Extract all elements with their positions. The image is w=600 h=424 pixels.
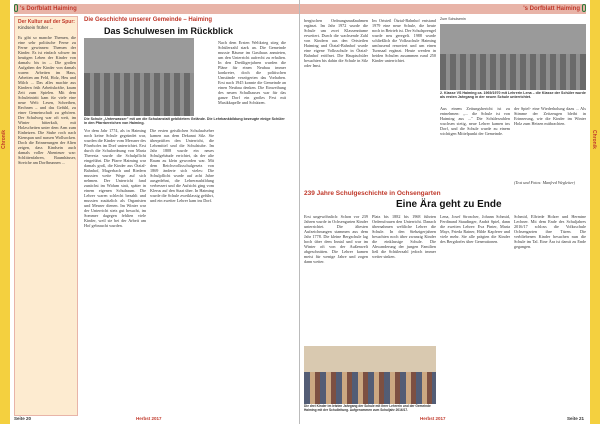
- ochsengarten-column-1: Erst ungewöhnlich: Schon vor 239 Jahren wurde in Ochsengarten Kinder unterrichtet. Die ältesten Aufzeichnungen stammen aus dem Jahr 1778. Die kleine Bergschule lag hoch über dem Inntal und war im Winter oft von der Außenwelt abgeschnitten. Die Lehrer kamen meist für wenige Jahre und zogen dann weiter.: [304, 214, 368, 264]
- right-column-1: bergischen Ordnungsmaßnahmen ergänzt. Im Jahr 1972 wurde die Schule um zwei Klassenräume erweitert. Durch die wachsende Zahl von Kindern aus den Ortsteilen Haiming und Ötztal-Bahnhof wurde eine eigene Volksschule in Ötztal-Bahnhof eröffnet. Die Hauptschüler besuchten bis dahin die Schule in Silz oder Imst.: [304, 18, 368, 68]
- sidebar-text: Es gibt so manche Themen, die eine sehr politische Ferne zu Ferne gewinnen: Themen der Kinder. Es ist einfach schwer im heutigen Leben der Kinder von damals: bis in ... Die großen Aufgaben der Kinder von damals waren: Arbeiten im Haus, Arbeiten am Feld, Holz, Heu und Milch ... Das alles machte aus Kindern früh Arbeitskräfte, kaum Zeit zum Spielen. Mit dem Schuleintritt kam für viele eine neue Welt: Lesen, Schreiben, Rechnen – und das Gefühl, zu einer Gemeinschaft zu gehören. Der Schulweg war oft weit, im Winter bitterkalt, mit Holzscheiten unter dem Arm zum Einheizen. Die Stube roch nach Kienspan und nassen Wollsocken. Doch die Erinnerungen der Alten zeigen, dass Kindsein auch damals voller Abenteuer war: Schlittenfahren, Baumhäuser, Streiche am Dorfbrunnen ...: [18, 35, 76, 165]
- side-tab-left: [0, 0, 10, 424]
- class-photo-caption: 2. Klasse VS Haiming ca. 1969/1970 mit Lehrerin Lena – die Klasse der Schüler wurde als ersten Jahrgang in der neuen Schule unterrichtet.: [440, 91, 586, 100]
- side-tab-right: [590, 0, 600, 424]
- header-title: 's Dorfblatt Haiming: [20, 6, 77, 12]
- side-tab-label-right: Chronik: [591, 130, 597, 149]
- article-column-1: Vor dem Jahr 1774, als in Haiming noch keine Schule gegründet war, wurden die Kinder vom Messner des Pfarrhofes im Dorf unterrichtet. Erst durch die Schulordnung von Maria Theresia wurde die Schulpflicht eingeführt. Die Pfarre Haiming war damals groß, die Kinder aus Ötztal-Bahnhof, Magerbach und Riedern mussten weite Wege auf sich nehmen. Der Unterricht fand zunächst im Widum statt, später in einem eigenen Schulraum. Die Lehrer waren schlecht bezahlt und mussten zusätzlich als Organisten und Mesner dienen. Im Winter war der Unterricht stets gut besucht, im Sommer dagegen fehlten viele Kinder, weil sie bei der Arbeit am Hof gebraucht wurden.: [84, 128, 146, 228]
- photo-label: Zum Schulsenin: [440, 17, 466, 21]
- sidebar-kicker: Der Kultur auf der Spur:: [18, 19, 75, 25]
- right-column-3: Aus einem Zeitungsbericht ist zu entnehmen: „... die Schule ist von Haiming aus ..." Die Schülerzahlen wuchsen stetig, neue Lehrer kamen ins Dorf, und die Schule wurde zu einem wichtigen Mittelpunkt der Gemeinde.: [440, 106, 510, 136]
- ochsengarten-column-3: Lena, Josef Stroscher, Johann Schmid, Ferdinand Staudinger, Andrä Spiel, dann die zweiten Lehrer: Eva Pinter, Maria Mayr, Frieda Rainer, Hilde Kapferer und viele mehr. Sie alle prägten die Kinder des Bergdorfes über Generationen.: [440, 214, 510, 244]
- ochsengarten-column-4: Schmid, Elfriede Holzer und Hermine Lechner. Mit dem Ende des Schuljahres 2016/17 schloss die Volksschule Ochsengarten ihre Türen. Die verbliebenen Kinder besuchen nun die Schule im Tal. Eine Ära ist damit zu Ende gegangen.: [514, 214, 586, 249]
- sidebar-title: Kindsein früher ...: [18, 25, 54, 30]
- right-page: [300, 0, 600, 424]
- article-headline: Das Schulwesen im Rückblick: [104, 26, 234, 36]
- ochsengarten-class-photo: [304, 346, 436, 404]
- right-column-4: der Spiel- eine Wiederholung dazu ... Als Stimme der Zeitzeugen bleibt in Erinnerung, wie die Kinder im Winter Holz zum Heizen mitbrachten.: [514, 106, 586, 126]
- right-column-2: Im Ortsteil Ötztal-Bahnhof entstand 1979 eine neue Schule, die heute noch in Betrieb ist. Der Schulsprengel wurde neu geregelt. 1988 wurde schließlich die Volksschule Haiming umfassend renoviert und um einen Turnsaal ergänzt. Heute werden in beiden Schulen zusammen rund 250 Kinder unterrichtet.: [372, 18, 436, 63]
- class-photo-bw: [440, 24, 586, 90]
- sidebar-box: [14, 16, 78, 416]
- article-column-2: Die ersten geistlichen Schulaufseher kamen aus dem Dekanat Silz. Sie überprüften den Unterricht, die Lehrmittel und die Schulstube. Im Jahr 1808 wurde ein neues Schulgebäude errichtet, da der alte Raum zu klein geworden war. Mit dem Reichsvolksschulgesetz von 1869 änderte sich vieles: Die Schulpflicht wurde auf acht Jahre ausgedehnt, die Lehrerausbildung verbessert und die Aufsicht ging vom Klerus auf den Staat über. In Haiming wurde die Schule zweiklassig geführt, und ein zweiter Lehrer kam ins Dorf.: [150, 128, 214, 203]
- page-number-left: Seite 20: [14, 416, 32, 421]
- dorfblatt-logo-icon: [14, 4, 18, 12]
- issue-label-left: Herbst 2017: [136, 416, 162, 421]
- article-kicker: Die Geschichte unserer Gemeinde – Haiming: [84, 17, 213, 23]
- section-kicker: 239 Jahre Schulgeschichte in Ochsengarten: [304, 190, 441, 197]
- issue-label-right: Herbst 2017: [420, 416, 446, 421]
- header-title-right: 's Dorfblatt Haiming: [523, 6, 580, 12]
- section-headline: Eine Ära geht zu Ende: [396, 199, 502, 210]
- page-number-right: Seite 21: [566, 416, 584, 421]
- photo-caption: Die Schule „Unterwasser" mit um die Schulanstalt gebildetem Gelände. Die Lehrbankbildung bezeugte einige Schüler in den Pfarrbereichen von Haiming.: [84, 117, 285, 126]
- author-note: (Text und Fotos: Manfred Wegleiter): [514, 180, 576, 185]
- dorfblatt-logo-icon-right: [582, 4, 586, 12]
- ochsengarten-column-2: Platz bis 1882 bis 1968 führten Ordensfrauen den Unterricht. Danach übernahmen weltliche Lehrer die Schule. In den Siebzigerjahren besuchten noch über zwanzig Kinder die einklassige Schule. Die Abwanderung der jungen Familien ließ die Schülerzahl jedoch immer weiter sinken.: [372, 214, 436, 259]
- article-column-3: Nach dem Ersten Weltkrieg stieg die Schülerzahl stark an. Die Gemeinde musste Räume im Gasthaus anmieten, um den Unterricht aufrecht zu erhalten. In den Dreißigerjahren wurden die Pläne für einen Neubau immer konkreter, doch die politischen Umstände verzögerten das Vorhaben. Erst nach 1945 konnte die Gemeinde an einen Neubau denken. Die Einweihung des neuen Schulhauses war für das ganze Dorf ein großes Fest mit Musikkapelle und Schützen.: [218, 40, 286, 105]
- ochsengarten-photo-caption: Die drei Kinder im letzten Jahrgang der Schule mit ihrer Lehrerin und der Gemeinde Haiming mit der Schulleitung. Aufgenommen zum Schuljahr 2016/17.: [304, 404, 431, 412]
- side-tab-label: Chronik: [1, 130, 7, 149]
- school-photo-bw: [84, 38, 194, 116]
